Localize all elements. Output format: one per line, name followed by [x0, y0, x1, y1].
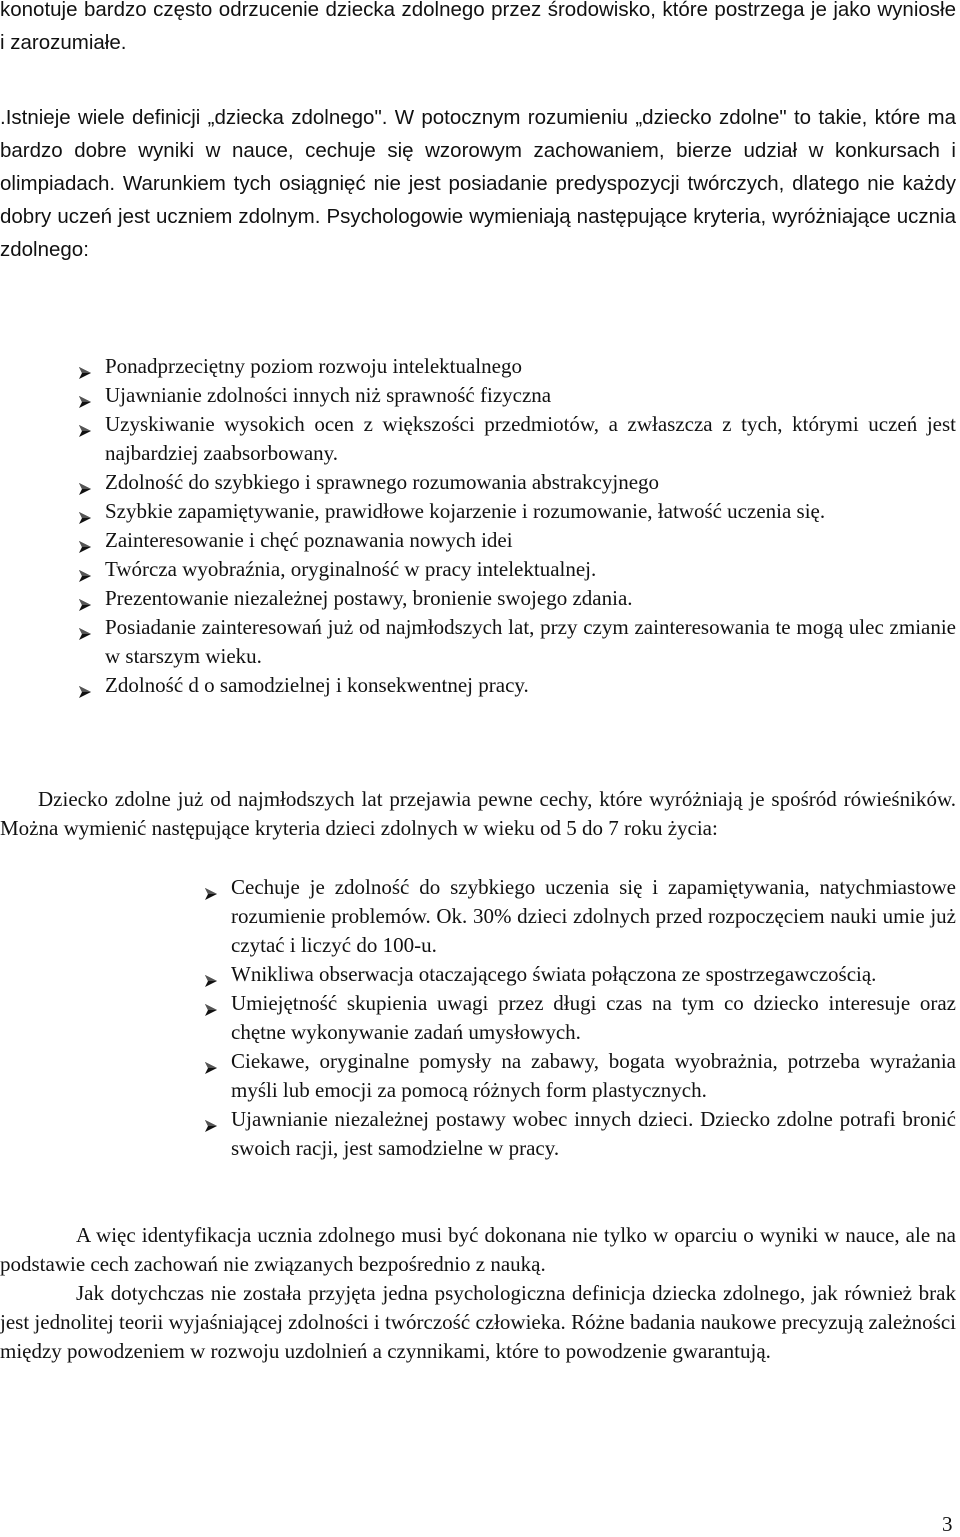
list-item-text: Zdolność d o samodzielnej i konsekwentnej pracy. — [105, 673, 529, 697]
arrowhead-bullet-icon — [204, 967, 218, 981]
list-item-text: Wnikliwa obserwacja otaczającego świata połączona ze spostrzegawczością. — [231, 962, 877, 986]
list-item-text: Zainteresowanie i chęć poznawania nowych idei — [105, 528, 513, 552]
list-item-text: Uzyskiwanie wysokich ocen z większości przedmiotów, a zwłaszcza z tych, którymi uczeń jest najbardziej zaabsorbowany. — [105, 412, 956, 465]
list-item-text: Cechuje je zdolność do szybkiego uczenia się i zapamiętywania, natychmiastowe rozumienie problemów. Ok. 30% dzieci zdolnych przed rozpoczęciem nauki umie już czytać i liczyć do 100-u. — [231, 875, 956, 957]
list-item — [0, 989, 956, 1047]
closing-paragraph-2: Jak dotychczas nie została przyjęta jedna psychologiczna definicja dziecka zdolnego, jak również brak jest jednolitej teorii wyjaśniającej zdolności i twórczość człowieka. Różne badania naukowe precyzują zależności między powodzeniem w rozwoju uzdolnień a czynnikami, które to powodzenie gwarantują. — [0, 1281, 956, 1363]
arrowhead-bullet-icon — [78, 562, 92, 576]
young-children-intro: Dziecko zdolne już od najmłodszych lat przejawia pewne cechy, które wyróżniają je spośród rówieśników. Można wymienić następujące kryteria dzieci zdolnych w wieku od 5 do 7 roku życia: — [0, 787, 956, 840]
list-item — [0, 381, 956, 410]
young-children-list — [0, 873, 956, 1163]
list-item-text: Prezentowanie niezależnej postawy, bronienie swojego zdania. — [105, 586, 633, 610]
list-item-text: Ujawnianie zdolności innych niż sprawność fizyczna — [105, 383, 552, 407]
arrowhead-bullet-icon — [78, 620, 92, 634]
list-item — [0, 555, 956, 584]
arrowhead-bullet-icon — [204, 1112, 218, 1126]
arrowhead-bullet-icon — [78, 504, 92, 518]
list-item-text: Szybkie zapamiętywanie, prawidłowe kojarzenie i rozumowanie, łatwość uczenia się. — [105, 499, 826, 523]
arrowhead-bullet-icon — [78, 417, 92, 431]
arrowhead-bullet-icon — [78, 678, 92, 692]
arrowhead-bullet-icon — [204, 880, 218, 894]
list-item — [0, 352, 956, 381]
intro-paragraph-1 — [0, 0, 956, 59]
list-item — [0, 1047, 956, 1105]
arrowhead-bullet-icon — [78, 359, 92, 373]
intro-text-2: .Istnieje wiele definicji „dziecka zdolnego". W potocznym rozumieniu „dziecko zdolne" to takie, które ma bardzo dobre wyniki w nauce, cechuje się wzorowym zachowaniem, bierze udział w konkursach i olimpiadach. Warunkiem tych osiągnięć nie jest posiadanie predyspozycji twórczych, dlatego nie każdy dobry uczeń jest uczniem zdolnym. Psychologowie wymieniają następujące kryteria, wyróżniające ucznia zdolnego: — [0, 106, 956, 261]
list-item — [0, 526, 956, 555]
list-item — [0, 960, 956, 989]
arrowhead-bullet-icon — [78, 475, 92, 489]
list-item — [0, 1105, 956, 1163]
arrowhead-bullet-icon — [78, 533, 92, 547]
list-item — [0, 873, 956, 960]
arrowhead-bullet-icon — [78, 591, 92, 605]
closing-paragraph-1: A więc identyfikacja ucznia zdolnego musi być dokonana nie tylko w oparciu o wyniki w nauce, ale na podstawie cech zachowań nie związanych bezpośrednio z nauką. — [0, 1223, 956, 1276]
list-item-text: Posiadanie zainteresowań już od najmłodszych lat, przy czym zainteresowania te mogą ulec zmianie w starszym wieku. — [105, 615, 956, 668]
page-number: 3 — [942, 1512, 953, 1536]
list-item-text: Zdolność do szybkiego i sprawnego rozumowania abstrakcyjnego — [105, 470, 660, 494]
list-item-text: Ujawnianie niezależnej postawy wobec innych dzieci. Dziecko zdolne potrafi bronić swoich racji, jest samodzielne w pracy. — [231, 1107, 956, 1160]
arrowhead-bullet-icon — [204, 1054, 218, 1068]
list-item — [0, 671, 956, 700]
young-children-section — [0, 785, 956, 843]
list-item — [0, 584, 956, 613]
intro-text-1: konotuje bardzo często odrzucenie dziecka zdolnego przez środowisko, które postrzega je jako wyniosłe i zarozumiałe. — [0, 0, 956, 54]
arrowhead-bullet-icon — [204, 996, 218, 1010]
criteria-list — [0, 352, 956, 700]
list-item — [0, 468, 956, 497]
list-item-text: Ponadprzeciętny poziom rozwoju intelektualnego — [105, 354, 522, 378]
list-item-text: Umiejętność skupienia uwagi przez długi czas na tym co dziecko interesuje oraz chętne wykonywanie zadań umysłowych. — [231, 991, 956, 1044]
intro-paragraph-2 — [0, 101, 956, 266]
list-item-text: Ciekawe, oryginalne pomysły na zabawy, bogata wyobrażnia, potrzeba wyrażania myśli lub emocji za pomocą różnych form plastycznych. — [231, 1049, 956, 1102]
list-item — [0, 613, 956, 671]
list-item-text: Twórcza wyobraźnia, oryginalność w pracy intelektualnej. — [105, 557, 597, 581]
list-item — [0, 497, 956, 526]
arrowhead-bullet-icon — [78, 388, 92, 402]
closing-section — [0, 1221, 956, 1366]
list-item — [0, 410, 956, 468]
